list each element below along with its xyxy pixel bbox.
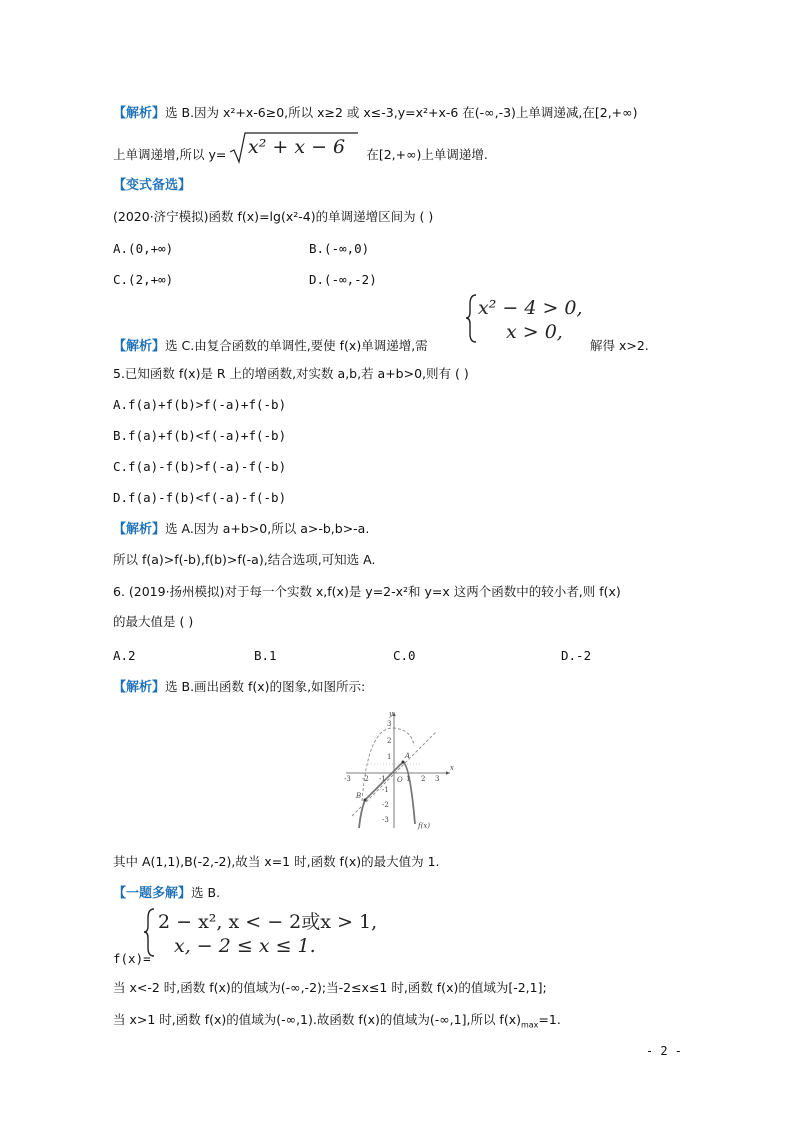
x-axis-label: x xyxy=(450,764,454,772)
q5-option-c: C.f(a)-f(b)>f(-a)-f(-b) xyxy=(113,459,287,474)
y-axis-label: y xyxy=(389,710,393,718)
x-tick--1: -1 xyxy=(379,775,386,783)
inequality-row-2: x > 0, xyxy=(506,321,563,343)
page-number: - 2 - xyxy=(645,1044,682,1058)
y-tick-3: 3 xyxy=(387,720,392,728)
variant-question: (2020·济宁模拟)函数 f(x)=lg(x²-4)的单调递增区间为 ( ) xyxy=(113,209,434,224)
q6-option-c: C.0 xyxy=(393,648,416,663)
q6-option-d: D.-2 xyxy=(561,648,592,663)
x-tick--2: -2 xyxy=(362,775,369,783)
multi-solution-text: 选 B. xyxy=(191,885,221,900)
q6-answer-text: 选 B.画出函数 f(x)的图象,如图所示: xyxy=(165,679,366,694)
analysis-tag: 【解析】 xyxy=(113,106,166,121)
y-tick--1: -1 xyxy=(382,786,389,794)
sqrt-expression: x² + x − 6 xyxy=(248,136,346,158)
q5-answer-2: 所以 f(a)>f(-b),f(b)>f(-a),结合选项,可知选 A. xyxy=(113,552,376,567)
analysis-text-2a: 上单调递增,所以 y= xyxy=(113,147,227,162)
q6-question-1: 6. (2019·扬州模拟)对于每一个实数 x,f(x)是 y=2-x²和 y=x 这两个函数中的较小者,则 f(x) xyxy=(113,584,621,599)
inequality-row-1: x² − 4 > 0, xyxy=(478,297,583,319)
x-tick-1: 1 xyxy=(406,775,411,783)
sqrt-formula xyxy=(228,130,358,164)
variant-option-b: B.(-∞,0) xyxy=(309,241,370,256)
x-tick--3: -3 xyxy=(344,775,351,783)
analysis-tag: 【解析】 xyxy=(113,522,166,537)
q6-answer-1 xyxy=(113,678,365,697)
analysis-text-2b: 在[2,+∞)上单调递增. xyxy=(366,147,488,162)
x-tick-3: 3 xyxy=(435,775,440,783)
point-b-label: B xyxy=(356,792,362,800)
range-line-2a: 当 x>1 时,函数 f(x)的值域为(-∞,1).故函数 f(x)的值域为(-∞,1],所以 f(x) xyxy=(113,1012,521,1027)
q6-option-a: A.2 xyxy=(113,648,136,663)
variant-option-d: D.(-∞,-2) xyxy=(309,272,377,287)
y-tick-1: 1 xyxy=(387,753,392,761)
q5-answer-text: 选 A.因为 a+b>0,所以 a>-b,b>-a. xyxy=(165,521,370,536)
max-subscript: max xyxy=(520,1020,539,1030)
point-a xyxy=(402,761,405,764)
variant-option-c: C.(2,+∞) xyxy=(113,272,174,287)
curve-label: f(x) xyxy=(418,822,431,830)
analysis-line-1 xyxy=(113,104,637,123)
q5-option-d: D.f(a)-f(b)<f(-a)-f(-b) xyxy=(113,490,287,505)
q6-option-b: B.1 xyxy=(254,648,277,663)
y-tick-2: 2 xyxy=(387,737,392,745)
q5-question: 5.已知函数 f(x)是 R 上的增函数,对实数 a,b,若 a+b>0,则有 ( ) xyxy=(113,366,469,381)
q6-answer-2: 其中 A(1,1),B(-2,-2),故当 x=1 时,函数 f(x)的最大值为 1. xyxy=(113,854,440,869)
q5-answer-1 xyxy=(113,520,369,539)
range-line-2b: =1. xyxy=(538,1012,561,1027)
analysis-tag: 【解析】 xyxy=(113,680,166,695)
variant-tag-line xyxy=(113,176,191,195)
analysis-text: 选 B.因为 x²+x-6≥0,所以 x≥2 或 x≤-3,y=x²+x-6 在(-∞,-3)上单调递减,在[2,+∞) xyxy=(165,105,638,120)
q5-option-a: A.f(a)+f(b)>f(-a)+f(-b) xyxy=(113,397,287,412)
origin-label: O xyxy=(397,776,403,784)
q5-option-b: B.f(a)+f(b)<f(-a)+f(-b) xyxy=(113,428,287,443)
variant-answer-text: 选 C.由复合函数的单调性,要使 f(x)单调递增,需 xyxy=(165,338,428,353)
x-tick-2: 2 xyxy=(421,775,426,783)
fx-label: f(x)= xyxy=(113,951,151,966)
analysis-tag: 【解析】 xyxy=(113,339,166,354)
y-tick--2: -2 xyxy=(382,801,389,809)
point-b xyxy=(364,799,367,802)
inequality-system xyxy=(466,292,606,344)
variant-option-a: A.(0,+∞) xyxy=(113,241,174,256)
piecewise-row-1: 2 − x², x < − 2或x > 1, xyxy=(158,911,378,933)
piecewise-function xyxy=(144,906,414,958)
variant-answer xyxy=(113,337,428,356)
point-a-label: A xyxy=(405,752,411,760)
piecewise-row-2: x, − 2 ≤ x ≤ 1. xyxy=(174,935,316,957)
variant-answer-tail: 解得 x>2. xyxy=(590,338,649,353)
function-graph xyxy=(338,706,458,830)
variant-tag: 【变式备选】 xyxy=(113,178,192,193)
multi-solution-tag: 【一题多解】 xyxy=(113,886,192,901)
range-line-2 xyxy=(113,1011,561,1035)
q6-question-2: 的最大值是 ( ) xyxy=(113,614,194,629)
multi-solution-line xyxy=(113,884,220,903)
y-tick--3: -3 xyxy=(382,816,389,824)
range-line-1: 当 x<-2 时,函数 f(x)的值域为(-∞,-2);当-2≤x≤1 时,函数 f(x)的值域为[-2,1]; xyxy=(113,980,547,995)
